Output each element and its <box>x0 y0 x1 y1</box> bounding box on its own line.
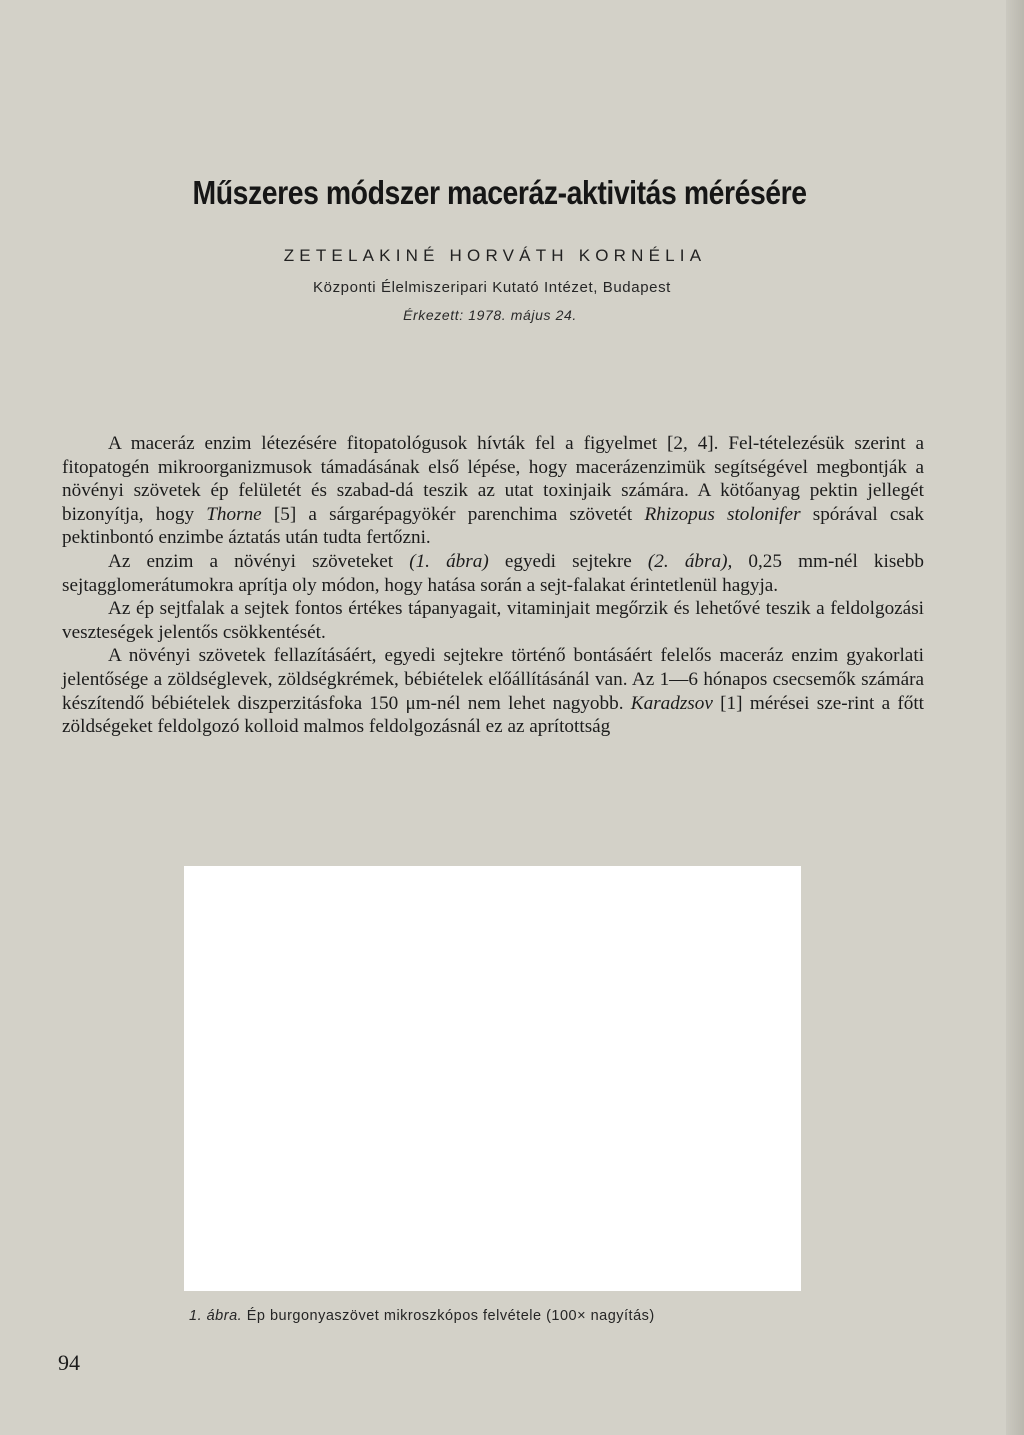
page-number: 94 <box>58 1350 80 1375</box>
paragraph-2-text-c: egyedi sejtekre <box>488 550 648 572</box>
article-body <box>62 432 924 739</box>
figure-label: 1. ábra. <box>189 1308 243 1324</box>
figure-1-image <box>184 866 801 1291</box>
paragraph-2-text-e: 0,25 mm-nél kisebb sejtagglomerátumokra aprítja oly módon, hogy hatása során a sejt-falakat érintetlenül hagyja. <box>62 550 924 596</box>
paragraph-2-text-a: Az enzim a növényi szöveteket <box>108 550 410 572</box>
article-title: Műszeres módszer maceráz-aktivitás mérésére <box>192 174 807 211</box>
citation-author-thorne: Thorne <box>206 503 262 525</box>
paragraph-1-text-a: A maceráz enzim létezésére fitopatológusok hívták fel a figyelmet [2, 4]. Fel-tételezésük szerint a fitopatogén mikroorganizmusok támadásának első lépése, hogy macerázenzimük segítségével megbontják a növényi szövetek ép felületét és szabad-dá teszik az utat toxinjaik számára. A kötőanyag pektin jellegét bizonyítja, hogy <box>62 433 924 525</box>
paragraph-4-text-c: [1] mérései sze-rint a főtt zöldségeket feldolgozó kolloid malmos feldolgozásnál ez az aprítottság <box>62 692 925 738</box>
paragraph-1 <box>62 432 924 550</box>
figure-1-caption <box>189 1308 889 1324</box>
species-name: Rhizopus stolonifer <box>644 503 801 525</box>
paragraph-3: Az ép sejtfalak a sejtek fontos értékes tápanyagait, vitaminjait megőrzik és lehetővé teszik a feldolgozási veszteségek jelentős csökkentését. <box>62 598 924 643</box>
figure-caption-text: Ép burgonyaszövet mikroszkópos felvétele (100× nagyítás) <box>246 1308 655 1324</box>
paragraph-1-text-c: [5] a sárgarépagyökér parenchima szövetét <box>261 503 645 525</box>
author-name: ZETELAKINÉ HORVÁTH KORNÉLIA <box>283 246 707 265</box>
page-edge-shadow <box>1006 0 1024 1435</box>
figure-ref-1: (1. ábra) <box>409 550 489 572</box>
paragraph-4-text-a: A növényi szövetek fellazításáért, egyedi sejtekre történő bontásáért felelős maceráz enzim gyakorlati jelentősége a zöldséglevek, zöldségkrémek, bébiételek előállításánál van. Az 1—6 hónapos csecsemők számára készítendő bébiételek diszperzitásfoka 150 μm-nél nem lehet nagyobb. <box>62 645 924 714</box>
paragraph-2 <box>62 550 924 597</box>
author-affiliation: Központi Élelmiszeripari Kutató Intézet, Budapest <box>313 279 671 296</box>
paragraph-4 <box>62 644 924 738</box>
figure-ref-2: (2. ábra), <box>647 550 733 572</box>
paragraph-1-text-e: spórával csak pektinbontó enzimbe áztatás után tudta fertőzni. <box>62 503 924 549</box>
received-date: Érkezett: 1978. május 24. <box>403 307 577 323</box>
citation-author-karadzsov: Karadzsov <box>630 692 713 714</box>
